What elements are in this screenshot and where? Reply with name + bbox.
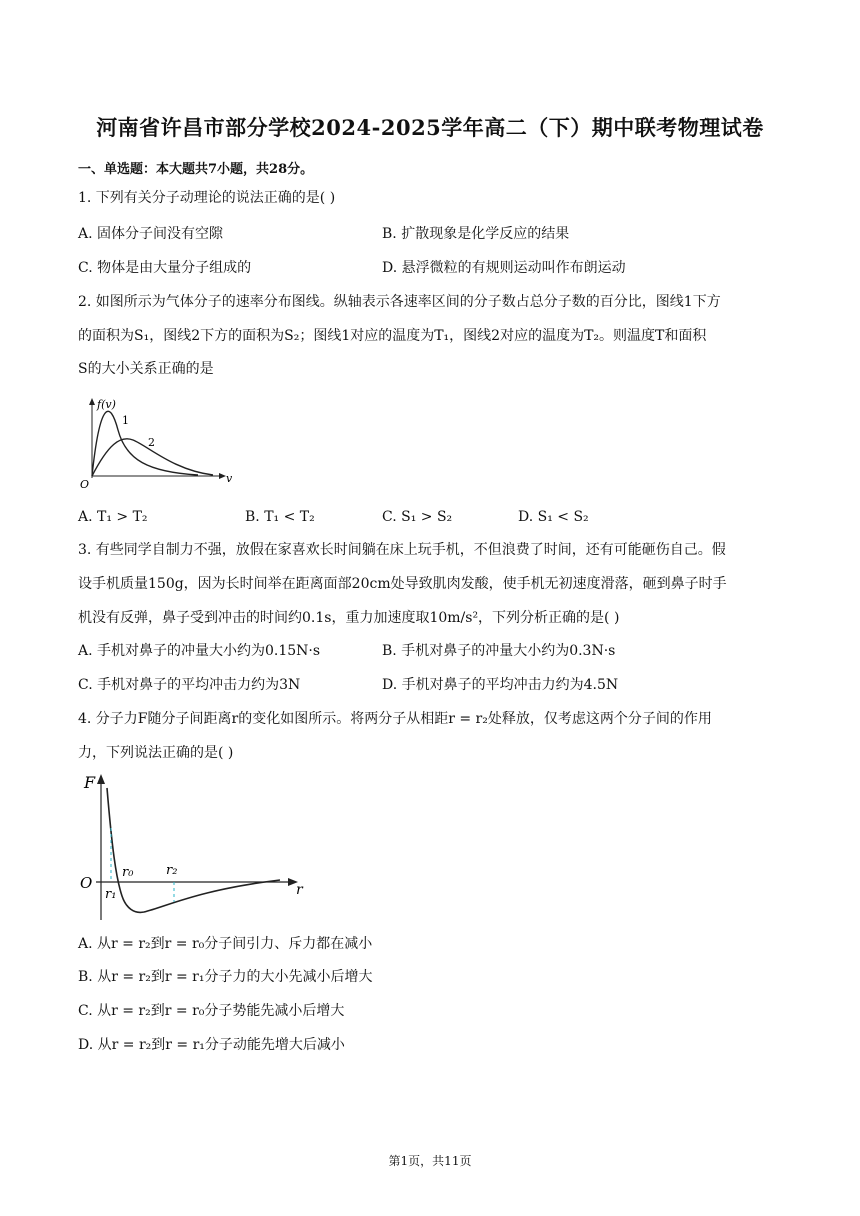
force-curve (107, 788, 280, 912)
q2-option-c: C. S₁ > S₂ (382, 509, 453, 525)
fig2-origin: O (80, 478, 90, 490)
fig4-r0-label: r₀ (122, 865, 134, 880)
fig4-xlabel: r (296, 882, 303, 898)
page-footer: 第1页，共11页 (388, 1154, 472, 1168)
fig4-r2-label: r₂ (166, 863, 178, 878)
q4-stem-line2: 力，下列说法正确的是( ) (78, 745, 234, 761)
q2-stem-line1: 2. 如图所示为气体分子的速率分布图线。纵轴表示各速率区间的分子数占总分子数的百分比，图线1下方 (78, 294, 721, 310)
fig2-xlabel: v (226, 472, 233, 485)
q3-option-d: D. 手机对鼻子的平均冲击力约为4.5N (382, 677, 619, 693)
q3-option-b: B. 手机对鼻子的冲量大小约为0.3N·s (382, 643, 616, 659)
x-axis-arrow (219, 473, 226, 479)
f-axis-arrow (97, 774, 105, 784)
q1-option-d: D. 悬浮微粒的有规则运动叫作布朗运动 (382, 260, 626, 276)
q3-stem-line3: 机没有反弹，鼻子受到冲击的时间约0.1s，重力加速度取10m/s²，下列分析正确的是( ) (78, 610, 620, 626)
q1-option-c: C. 物体是由大量分子组成的 (78, 260, 252, 276)
q4-option-a: A. 从r = r₂到r = r₀分子间引力、斥力都在减小 (78, 936, 373, 952)
y-axis-arrow (89, 398, 95, 405)
q4-option-b: B. 从r = r₂到r = r₁分子力的大小先减小后增大 (78, 969, 373, 985)
q4-stem-line1: 4. 分子力F随分子间距离r的变化如图所示。将两分子从相距r = r₂处释放，仅考虑这两个分子间的作用 (78, 711, 712, 727)
q3-stem-line1: 3. 有些同学自制力不强，放假在家喜欢长时间躺在床上玩手机，不但浪费了时间，还有可能砸伤自己。假 (78, 542, 726, 558)
q2-option-d: D. S₁ < S₂ (518, 509, 589, 525)
q2-stem-line2: 的面积为S₁，图线2下方的面积为S₂；图线1对应的温度为T₁，图线2对应的温度为T₂。则温度T和面积 (78, 328, 707, 344)
molecular-force-figure (78, 768, 318, 928)
q4-option-c: C. 从r = r₂到r = r₀分子势能先减小后增大 (78, 1003, 345, 1019)
section-heading: 一、单选题：本大题共7小题，共28分。 (78, 162, 314, 177)
fig2-curve2-label: 2 (148, 436, 155, 449)
fig4-origin: O (80, 874, 93, 892)
q1-option-b: B. 扩散现象是化学反应的结果 (382, 226, 570, 242)
fig4-ylabel: F (84, 773, 96, 792)
page-title: 河南省许昌市部分学校2024-2025学年高二（下）期中联考物理试卷 (96, 115, 764, 140)
q2-stem-line3: S的大小关系正确的是 (78, 361, 214, 377)
fig4-r1-label: r₁ (105, 887, 117, 902)
q4-option-d: D. 从r = r₂到r = r₁分子动能先增大后减小 (78, 1037, 345, 1053)
q1-stem: 1. 下列有关分子动理论的说法正确的是( ) (78, 190, 336, 206)
speed-distribution-figure (78, 390, 238, 490)
q3-option-c: C. 手机对鼻子的平均冲击力约为3N (78, 677, 301, 693)
q3-stem-line2: 设手机质量150g，因为长时间举在距离面部20cm处导致肌肉发酸，使手机无初速度滑落，砸到鼻子时手 (78, 576, 727, 592)
q1-option-a: A. 固体分子间没有空隙 (78, 226, 224, 242)
q2-option-b: B. T₁ < T₂ (245, 509, 315, 525)
fig2-curve1-label: 1 (122, 414, 129, 427)
q3-option-a: A. 手机对鼻子的冲量大小约为0.15N·s (78, 643, 321, 659)
q2-option-a: A. T₁ > T₂ (78, 509, 148, 525)
fig2-ylabel: f(v) (97, 398, 116, 411)
